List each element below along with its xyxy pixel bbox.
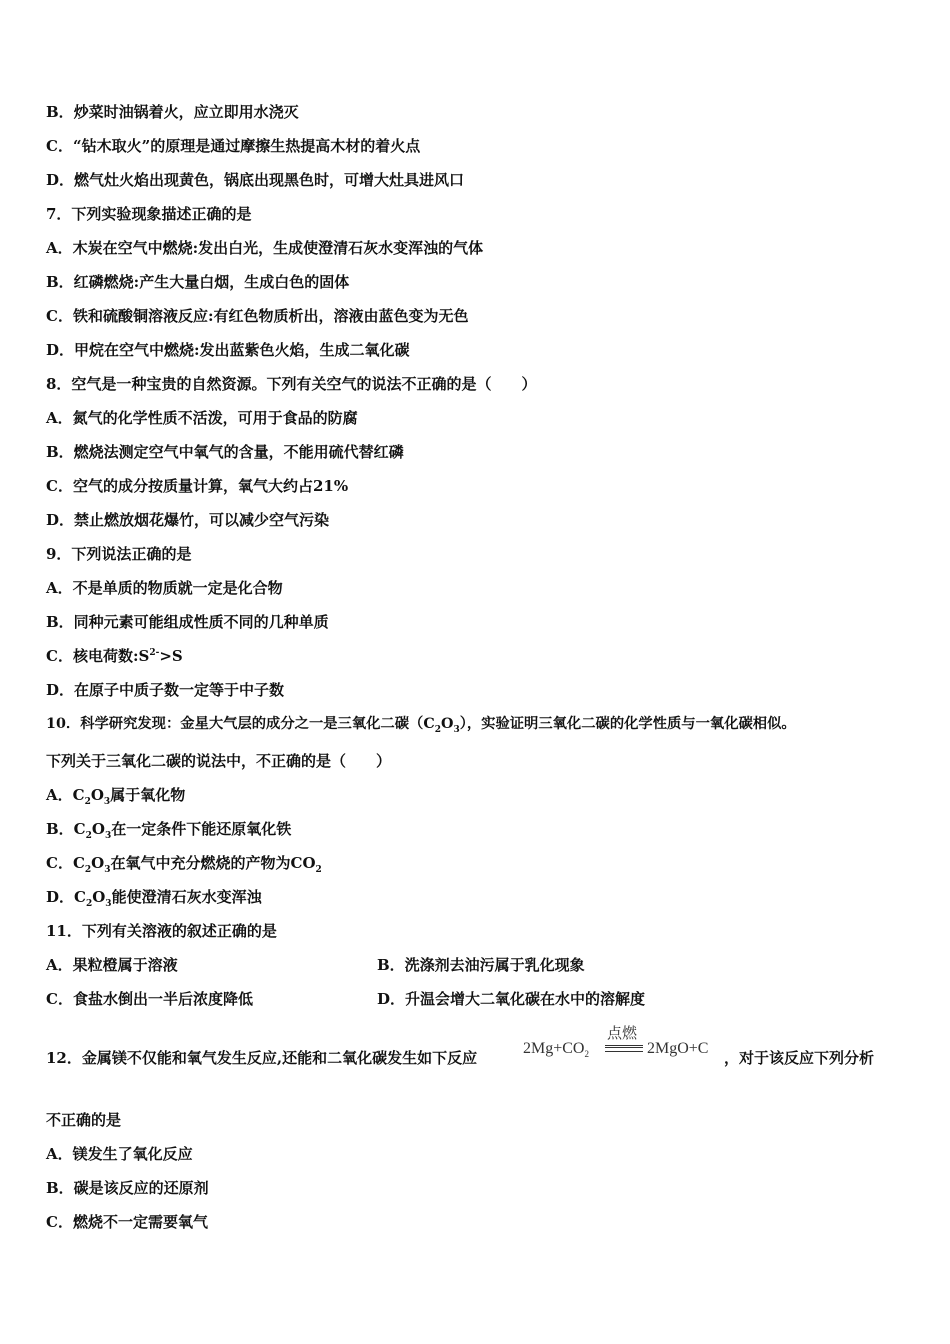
q12-eq-lhs-text: 2Mg+CO [523,1040,585,1057]
q10-d-pre: D．C [46,888,86,906]
q12-stem-line2: 不正确的是 [46,1111,122,1129]
q10-stem-o: O [440,716,454,732]
q6-option-b: B．炒菜时油锅着火，应立即用水浇灭 [46,103,299,121]
q10-b-post: 在一定条件下能还原氧化铁 [111,820,292,838]
q8-option-b: B．燃烧法测定空气中氧气的含量，不能用硫代替红磷 [46,443,404,461]
q10-d-sub3: 3 [105,899,112,909]
q10-b-pre: B．C [46,820,86,838]
q7-option-a: A．木炭在空气中燃烧:发出白光，生成使澄清石灰水变浑浊的气体 [46,239,484,257]
q7-stem: 7．下列实验现象描述正确的是 [46,205,252,223]
q11-option-a: A．果粒橙属于溶液 [46,956,178,974]
q11-option-b: B．洗涤剂去油污属于乳化现象 [377,956,585,974]
q10-stem-sub3: 3 [453,724,460,735]
q10-d-sub2: 2 [85,899,93,909]
q9-option-c-prefix: C．核电荷数:S [46,647,150,665]
q12-eq-rhs: 2MgO+C [647,1040,709,1057]
q8-stem: 8．空气是一种宝贵的自然资源。下列有关空气的说法不正确的是（ ） [46,375,537,393]
q10-c-o: O [91,854,105,872]
q10-stem-post: ），实验证明三氧化二碳的化学性质与一氧化碳相似。 [459,716,796,732]
q6-option-d: D．燃气灶火焰出现黄色，锅底出现黑色时，可增大灶具进风口 [46,171,465,189]
q12-option-a: A．镁发生了氧化反应 [46,1145,193,1163]
q10-c-sub2: 2 [84,865,92,875]
q9-option-c-suffix: >S [159,647,183,665]
q10-a-sub3: 3 [103,797,111,807]
q7-option-c: C．铁和硫酸铜溶液反应:有红色物质析出，溶液由蓝色变为无色 [46,307,469,325]
q8-option-c: C．空气的成分按质量计算，氧气大约占21% [46,477,349,495]
q9-option-c [46,646,183,666]
q10-option-c [46,853,322,873]
q10-option-b [46,819,291,839]
q12-option-b: B．碳是该反应的还原剂 [46,1179,209,1197]
q8-option-d: D．禁止燃放烟花爆竹，可以减少空气污染 [46,511,330,529]
q9-option-c-superscript: 2- [149,648,160,658]
q6-option-c: C．“钻木取火”的原理是通过摩擦生热提高木材的着火点 [46,137,421,155]
q11-option-c: C．食盐水倒出一半后浓度降低 [46,990,253,1008]
q10-d-post: 能使澄清石灰水变浑浊 [111,888,262,906]
q10-b-o: O [91,820,105,838]
q10-b-sub2: 2 [85,831,92,841]
q10-stem-pre: 10．科学研究发现：金星大气层的成分之一是三氧化二碳（C [46,716,435,732]
q10-a-post: 属于氧化物 [110,786,186,804]
q8-option-a: A．氮气的化学性质不活泼，可用于食品的防腐 [46,409,358,427]
q12-stem-pre: 12．金属镁不仅能和氧气发生反应,还能和二氧化碳发生如下反应 [46,1049,478,1067]
q10-c-sub3: 3 [104,865,111,875]
q10-option-a [46,785,185,805]
q10-c-co2-sub: 2 [315,865,322,875]
q12-eq-condition: 点燃 [607,1026,638,1042]
q10-d-o: O [92,888,106,906]
q12-equation [523,1022,723,1068]
q10-option-d [46,887,262,907]
q9-option-a: A．不是单质的物质就一定是化合物 [46,579,283,597]
q7-option-d: D．甲烷在空气中燃烧:发出蓝紫色火焰，生成二氧化碳 [46,341,410,359]
q11-stem: 11．下列有关溶液的叙述正确的是 [46,922,277,940]
q10-a-sub2: 2 [84,797,91,807]
q12-eq-lhs-sub: 2 [584,1049,589,1060]
q7-option-b: B．红磷燃烧:产生大量白烟，生成白色的固体 [46,273,350,291]
q12-eq-lhs [523,1040,589,1058]
q10-stem-line1 [46,714,796,734]
q10-stem-sub2: 2 [434,724,441,735]
q10-c-pre: C．C [46,854,85,872]
q10-stem-line2: 下列关于三氧化二碳的说法中，不正确的是（ ） [46,752,392,770]
q10-c-mid: 在氧气中充分燃烧的产物为CO [110,854,316,872]
q10-a-pre: A．C [46,786,85,804]
q9-stem: 9．下列说法正确的是 [46,545,192,563]
q10-b-sub3: 3 [104,831,112,841]
q9-option-b: B．同种元素可能组成性质不同的几种单质 [46,613,329,631]
q12-stem-post: ，对于该反应下列分析 [724,1049,875,1067]
q12-option-c: C．燃烧不一定需要氧气 [46,1213,208,1231]
q10-a-o: O [90,786,104,804]
q11-option-d: D．升温会增大二氧化碳在水中的溶解度 [377,990,646,1008]
q9-option-d: D．在原子中质子数一定等于中子数 [46,681,285,699]
q12-eq-equals-bars [605,1045,643,1052]
